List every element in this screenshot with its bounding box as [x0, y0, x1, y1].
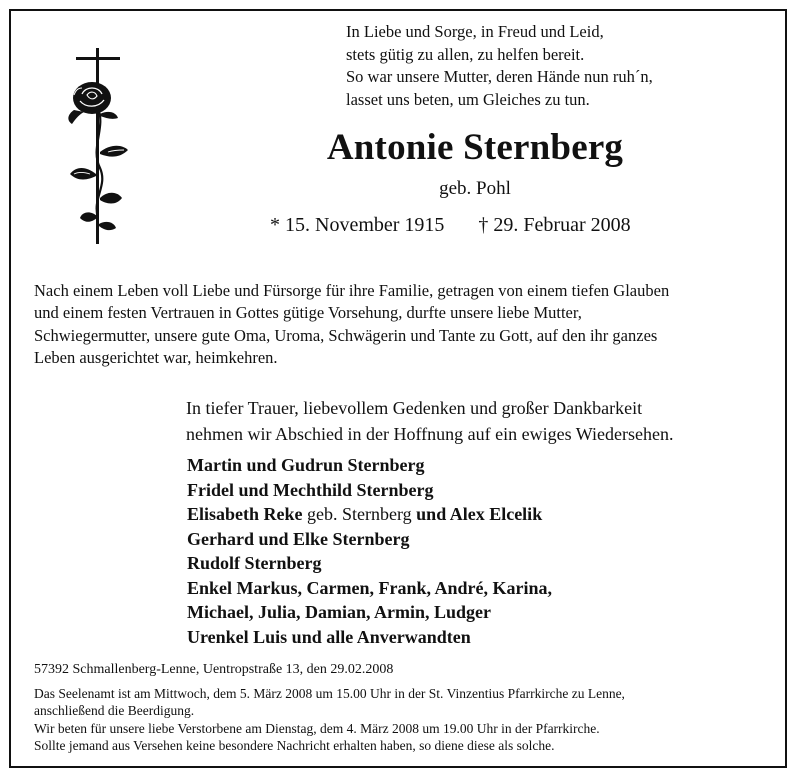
service-line: Sollte jemand aus Versehen keine besondere Nachricht erhalten haben, so diene diese als solche. — [34, 737, 555, 753]
poem-line: stets gütig zu allen, zu helfen bereit. — [346, 44, 585, 64]
poem — [346, 21, 653, 111]
deceased-name: Antonie Sternberg — [326, 127, 624, 168]
family-member-line: Martin und Gudrun Sternberg — [187, 455, 425, 475]
poem-line: So war unsere Mutter, deren Hände nun ruh´n, — [346, 67, 653, 86]
biography-line: Nach einem Leben voll Liebe und Fürsorge für ihre Familie, getragen von einem tiefen Glauben — [34, 281, 670, 300]
mourning-line: In tiefer Trauer, liebevollem Gedenken und großer Dankbarkeit — [186, 398, 643, 418]
life-dates — [270, 214, 631, 237]
family-member-name: Elisabeth Reke — [187, 504, 303, 524]
family-member-line: Rudolf Sternberg — [187, 553, 322, 573]
family-member-line — [187, 502, 552, 527]
mourning-statement — [186, 396, 673, 447]
family-member-partner: und Alex Elcelik — [416, 504, 543, 524]
family-member-line: Urenkel Luis und alle Anverwandten — [187, 626, 471, 647]
family-member-line: Gerhard und Elke Sternberg — [187, 528, 410, 549]
biography-line: Schwiegermutter, unsere gute Oma, Uroma, Schwägerin und Tante zu Gott, auf den ihr ganzes — [34, 325, 658, 345]
service-line: anschließend die Beerdigung. — [34, 703, 195, 719]
maiden-name: geb. Pohl — [439, 178, 511, 199]
birth-date: * 15. November 1915 — [270, 214, 445, 236]
place-and-date: 57392 Schmallenberg-Lenne, Uentropstraße 13, den 29.02.2008 — [34, 662, 394, 677]
mourning-line: nehmen wir Abschied in der Hoffnung auf ein ewiges Wiedersehen. — [186, 423, 674, 444]
biography-line: Leben ausgerichtet war, heimkehren. — [34, 347, 278, 367]
death-date: † 29. Februar 2008 — [478, 214, 631, 236]
family-member-birthname: geb. Sternberg — [302, 504, 417, 524]
biography-line: und einem festen Vertrauen in Gottes gütige Vorsehung, durfte unsere liebe Mutter, — [34, 303, 582, 323]
poem-line: In Liebe und Sorge, in Freud und Leid, — [346, 22, 604, 41]
service-line: Wir beten für unsere liebe Verstorbene am Dienstag, dem 4. März 2008 um 19.00 Uhr in der Pfarrkirche. — [34, 720, 600, 736]
family-list — [187, 453, 552, 649]
family-member-line: Fridel und Mechthild Sternberg — [187, 479, 434, 500]
family-member-line: Enkel Markus, Carmen, Frank, André, Karina, — [187, 577, 553, 598]
poem-line: lasset uns beten, um Gleiches zu tun. — [346, 89, 590, 109]
biography — [34, 280, 769, 369]
service-line: Das Seelenamt ist am Mittwoch, dem 5. März 2008 um 15.00 Uhr in der St. Vinzentius Pfarrkirche zu Lenne, — [34, 686, 625, 701]
family-member-line: Michael, Julia, Damian, Armin, Ludger — [187, 602, 492, 622]
service-details — [34, 685, 625, 754]
